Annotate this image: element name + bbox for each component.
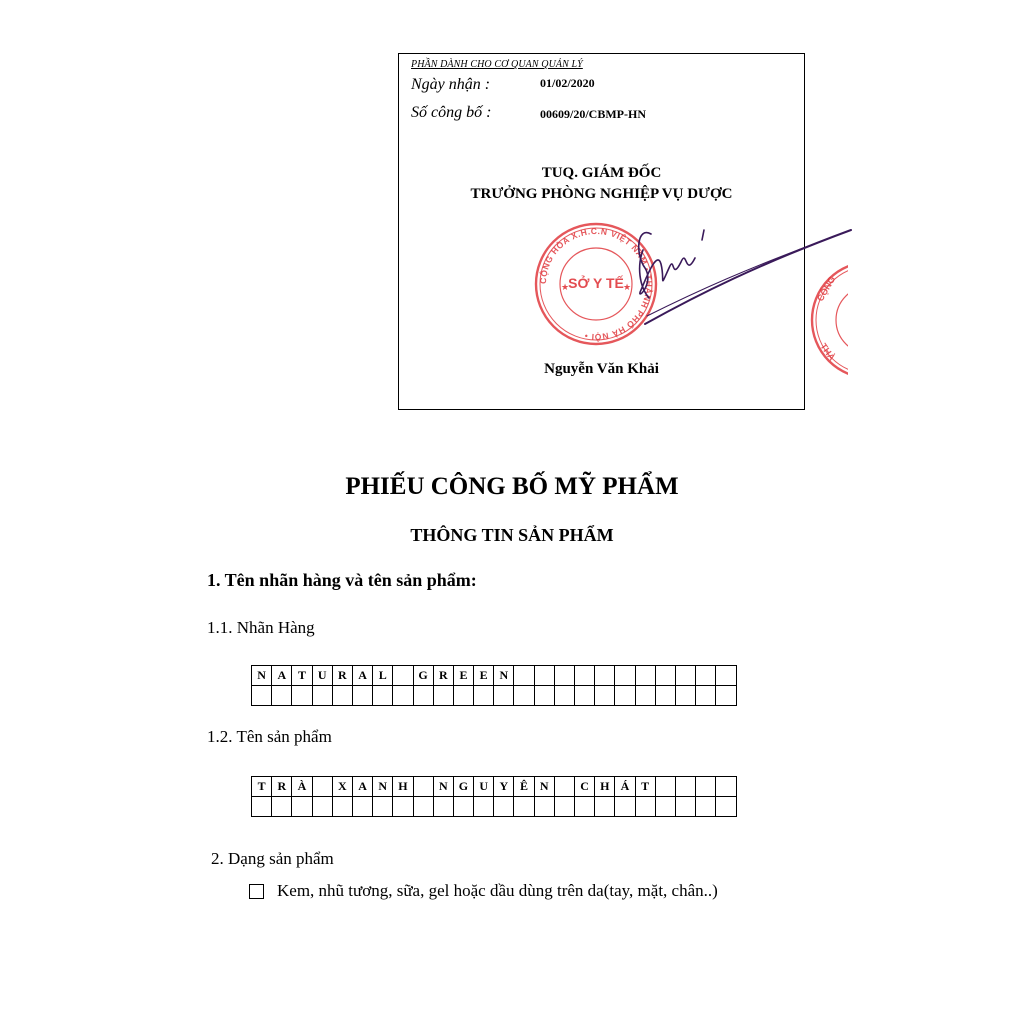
brand-letter-grid — [251, 665, 737, 706]
brand-empty-cell — [595, 686, 615, 706]
product-empty-cell — [554, 797, 574, 817]
stamp-center-text: SỞ Y TẾ — [568, 275, 624, 291]
svg-text:★: ★ — [560, 282, 570, 292]
brand-letter-cell: L — [373, 666, 393, 686]
product-empty-cell — [675, 797, 695, 817]
brand-empty-cell — [413, 686, 433, 706]
product-empty-cell — [514, 797, 534, 817]
brand-empty-cell — [474, 686, 494, 706]
document-title: PHIẾU CÔNG BỐ MỸ PHẨM — [345, 473, 679, 500]
product-letter-cell: C — [575, 777, 595, 797]
product-letter-cell — [655, 777, 675, 797]
received-date-value: 01/02/2020 — [540, 76, 595, 90]
brand-letter-cell: A — [352, 666, 372, 686]
product-letter-cell — [716, 777, 736, 797]
product-empty-cell — [474, 797, 494, 817]
product-empty-cell — [332, 797, 352, 817]
brand-letter-cell: G — [413, 666, 433, 686]
product-letter-cell: G — [453, 777, 473, 797]
red-seal-stamp — [399, 54, 806, 411]
brand-empty-cell — [312, 686, 332, 706]
brand-empty-cell — [433, 686, 453, 706]
product-empty-cell — [453, 797, 473, 817]
checkbox[interactable] — [249, 884, 264, 899]
product-letter-cell — [554, 777, 574, 797]
signatory-department: TRƯỞNG PHÒNG NGHIỆP VỤ DƯỢC — [470, 186, 733, 202]
brand-letter-cell — [575, 666, 595, 686]
product-letter-cell: H — [393, 777, 413, 797]
brand-letter-cell: E — [453, 666, 473, 686]
brand-letter-cell: U — [312, 666, 332, 686]
svg-text:CỘNG: CỘNG — [815, 274, 838, 303]
brand-empty-cell — [675, 686, 695, 706]
brand-empty-cell — [575, 686, 595, 706]
product-letter-cell: U — [474, 777, 494, 797]
brand-letter-cell — [696, 666, 716, 686]
product-letter-cell: T — [635, 777, 655, 797]
product-empty-cell — [312, 797, 332, 817]
product-empty-cell — [393, 797, 413, 817]
brand-empty-cell — [716, 686, 736, 706]
product-empty-cell — [595, 797, 615, 817]
brand-letter-cell — [554, 666, 574, 686]
product-letter-cell — [696, 777, 716, 797]
product-empty-cell — [272, 797, 292, 817]
brand-letter-cell — [675, 666, 695, 686]
brand-letter-cell: E — [474, 666, 494, 686]
brand-letter-cell: N — [252, 666, 272, 686]
product-letter-cell: N — [373, 777, 393, 797]
brand-letter-cell — [716, 666, 736, 686]
product-empty-cell — [534, 797, 554, 817]
brand-empty-cell — [352, 686, 372, 706]
brand-empty-cell — [655, 686, 675, 706]
product-empty-cell — [494, 797, 514, 817]
brand-letter-cell: T — [292, 666, 312, 686]
brand-letter-cell — [534, 666, 554, 686]
brand-field-label: 1.1. Nhãn Hàng — [207, 618, 315, 637]
received-date-label: Ngày nhận : — [411, 76, 491, 93]
document-subtitle: THÔNG TIN SẢN PHẨM — [410, 525, 614, 545]
product-empty-cell — [292, 797, 312, 817]
brand-empty-cell — [494, 686, 514, 706]
brand-letter-cell — [393, 666, 413, 686]
svg-text:THÀ: THÀ — [818, 341, 838, 363]
product-letter-cell — [675, 777, 695, 797]
brand-empty-cell — [292, 686, 312, 706]
brand-empty-cell — [373, 686, 393, 706]
brand-empty-cell — [514, 686, 534, 706]
product-empty-cell — [373, 797, 393, 817]
brand-empty-cell — [534, 686, 554, 706]
product-empty-cell — [635, 797, 655, 817]
brand-empty-cell — [453, 686, 473, 706]
brand-empty-cell — [272, 686, 292, 706]
product-letter-cell: A — [352, 777, 372, 797]
product-letter-cell: N — [433, 777, 453, 797]
brand-empty-cell — [252, 686, 272, 706]
product-letter-cell — [312, 777, 332, 797]
product-letter-cell: T — [252, 777, 272, 797]
form-option-cream[interactable] — [249, 881, 718, 901]
product-empty-cell — [696, 797, 716, 817]
svg-text:★: ★ — [622, 282, 632, 292]
brand-empty-cell — [696, 686, 716, 706]
product-letter-grid — [251, 776, 737, 817]
product-name-field-label: 1.2. Tên sản phẩm — [207, 727, 332, 746]
form-option-cream-label: Kem, nhũ tương, sữa, gel hoặc dầu dùng trên da(tay, mặt, chân..) — [277, 881, 718, 900]
brand-empty-cell — [332, 686, 352, 706]
product-empty-cell — [252, 797, 272, 817]
product-letter-cell — [413, 777, 433, 797]
product-empty-cell — [352, 797, 372, 817]
brand-empty-cell — [393, 686, 413, 706]
brand-letter-cell: R — [433, 666, 453, 686]
section-1-heading: 1. Tên nhãn hàng và tên sản phẩm: — [207, 570, 477, 590]
partial-seal-stamp — [808, 262, 848, 382]
product-empty-cell — [413, 797, 433, 817]
stamp-ring-text: CỘNG HÒA X.H.C.N VIỆT NAM • THÀNH PHỐ HÀ NỘI • — [537, 225, 655, 343]
brand-letter-cell: R — [332, 666, 352, 686]
official-use-box — [398, 53, 805, 410]
brand-empty-cell — [554, 686, 574, 706]
announcement-number-value: 00609/20/CBMP-HN — [540, 107, 646, 121]
brand-letter-cell: N — [494, 666, 514, 686]
product-letter-cell: X — [332, 777, 352, 797]
product-empty-cell — [615, 797, 635, 817]
brand-letter-cell: A — [272, 666, 292, 686]
brand-letter-cell — [655, 666, 675, 686]
product-letter-cell: Á — [615, 777, 635, 797]
signatory-title: TUQ. GIÁM ĐỐC — [541, 165, 662, 181]
product-empty-cell — [655, 797, 675, 817]
brand-letter-cell — [595, 666, 615, 686]
product-letter-cell: H — [595, 777, 615, 797]
signer-name: Nguyễn Văn Khải — [544, 361, 659, 377]
brand-empty-cell — [615, 686, 635, 706]
product-empty-cell — [716, 797, 736, 817]
product-form-label: 2. Dạng sản phẩm — [211, 849, 334, 868]
product-letter-cell: R — [272, 777, 292, 797]
product-letter-cell: À — [292, 777, 312, 797]
brand-letter-cell — [615, 666, 635, 686]
announcement-number-label: Số công bố : — [411, 104, 492, 121]
official-box-header: PHẦN DÀNH CHO CƠ QUAN QUẢN LÝ — [411, 59, 583, 70]
product-letter-cell: Y — [494, 777, 514, 797]
brand-empty-cell — [635, 686, 655, 706]
product-empty-cell — [433, 797, 453, 817]
product-letter-cell: Ê — [514, 777, 534, 797]
product-letter-cell: N — [534, 777, 554, 797]
brand-letter-cell — [514, 666, 534, 686]
brand-letter-cell — [635, 666, 655, 686]
product-empty-cell — [575, 797, 595, 817]
